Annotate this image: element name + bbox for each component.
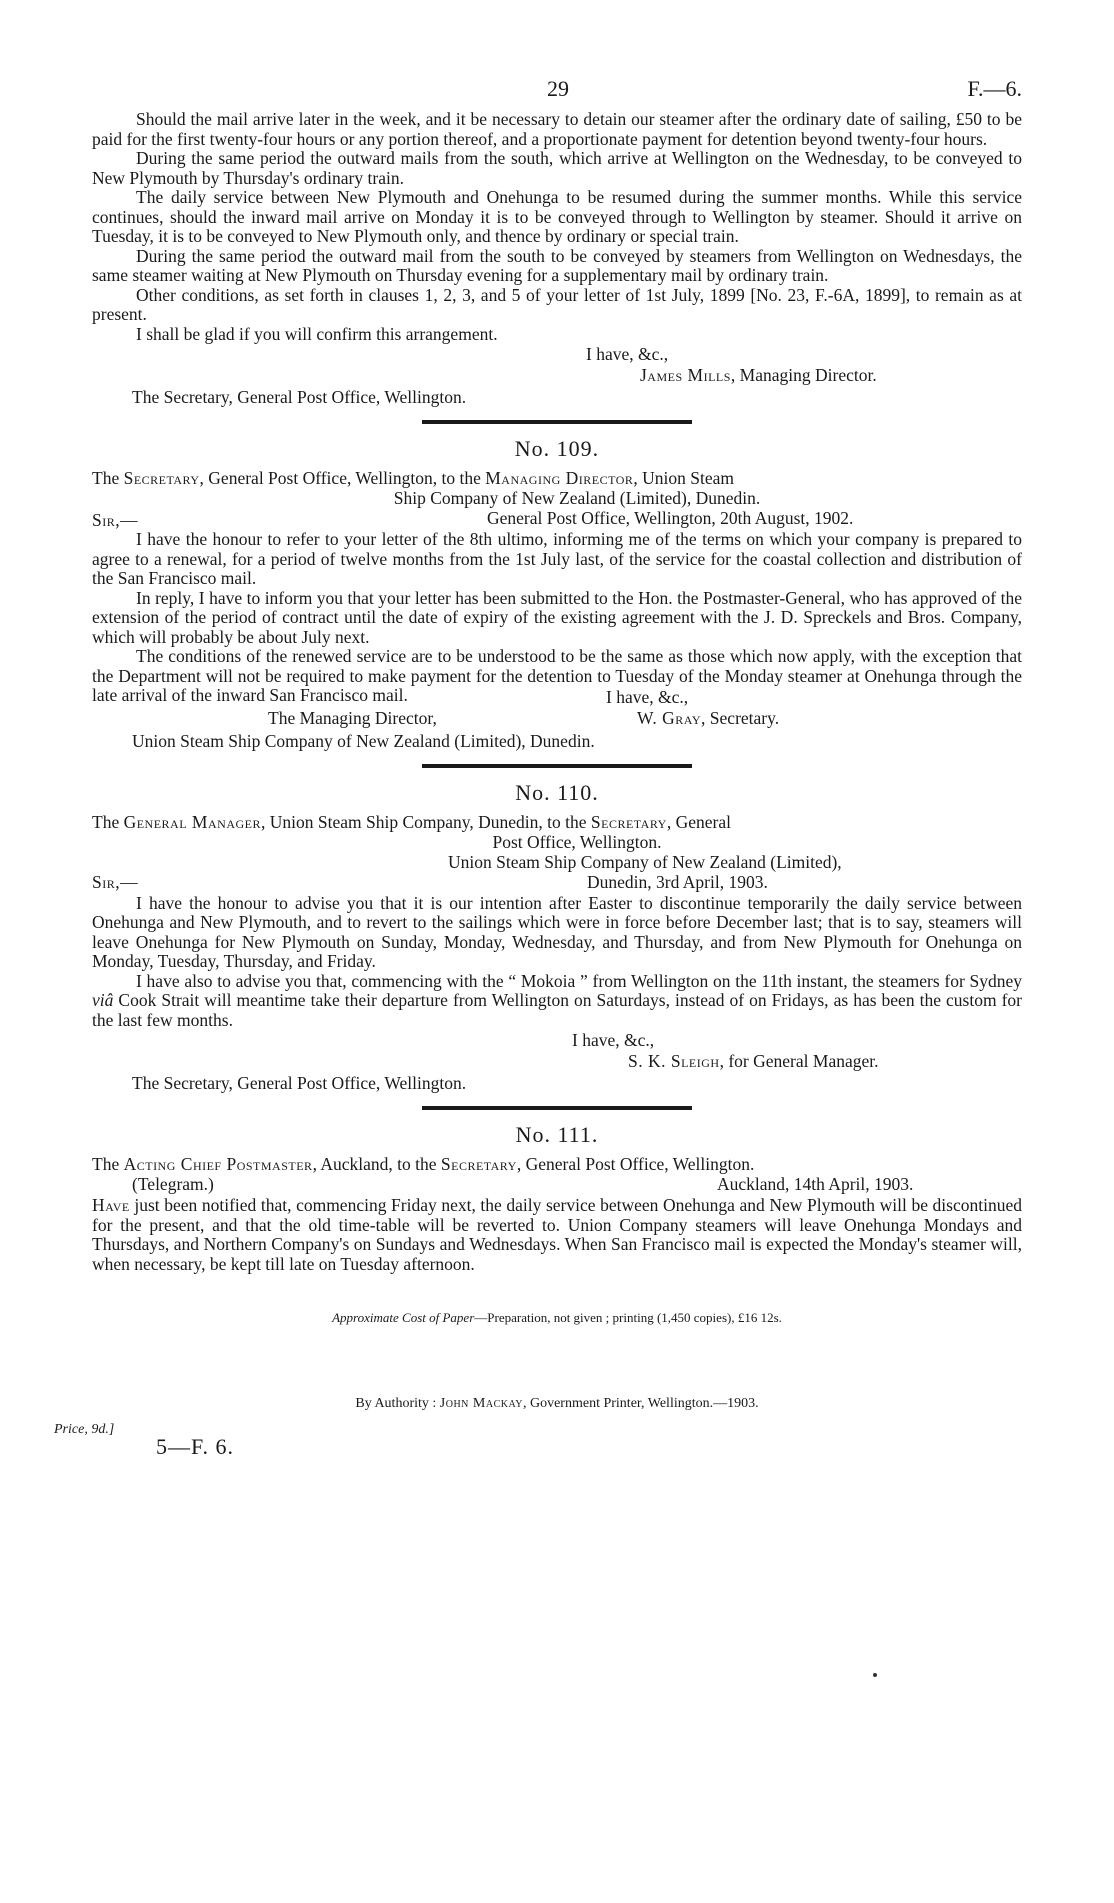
paragraph (92, 1196, 1022, 1274)
paragraph: I shall be glad if you will confirm this arrangement. (136, 323, 498, 344)
heading-from: Secretary (123, 468, 200, 488)
addressee: The Managing Director, (268, 707, 437, 728)
signature-row (92, 708, 1022, 730)
paragraph: The daily service between New Plymouth and Onehunga to be resumed during the summer months. While this service continues, should the inward mail arrive on Monday it is to be conveyed through to Wellington by steamer. Should it arrive on Tuesday, it is to be conveyed to New Plymouth only, and thence by ordinary or special train. (92, 187, 1022, 246)
cost-text: —Preparation, not given ; printing (1,450 copies), £16 12s. (474, 1310, 782, 1325)
dateline-row (92, 1174, 1022, 1196)
page-number: 29 (547, 76, 569, 101)
salutation: Sir,— (92, 871, 139, 892)
dateline: General Post Office, Wellington, 20th August, 1902. (487, 508, 854, 528)
addressee: Union Steam Ship Company of New Zealand (Limited), Dunedin. (132, 730, 595, 751)
heading-from: General Manager (123, 811, 261, 832)
dateline: Auckland, 14th April, 1903. (717, 1174, 914, 1194)
paragraph: The conditions of the renewed service are to be understood to be the same as those which now apply, with the exception that the Department will not be required to make payment for the detention to Tuesday of the Monday steamer at Onehunga through the late arrival of the inward San Francisco mail. (92, 646, 1022, 705)
authority-suffix: , Government Printer, Wellington.—1903. (522, 1396, 759, 1411)
letter-heading (92, 468, 1022, 488)
signature-title: , Secretary. (701, 707, 780, 728)
dateline: Union Steam Ship Company of New Zealand (Limited), (448, 851, 842, 872)
heading-to: Secretary (590, 811, 667, 832)
signature-name: S. K. Sleigh (628, 1051, 720, 1071)
letter-heading (92, 1154, 1022, 1174)
heading-text: The (92, 468, 124, 488)
letter-110 (92, 780, 1022, 1095)
signature (92, 1051, 1022, 1072)
paragraph-text: just been notified that, commencing Friday next, the daily service between Onehunga and New Plymouth will be discontinued for the present, and that the old time-table will be reverted to. Union Company steamers will leave Onehunga Mondays and Thursdays, and Northern Company's on Sundays and Wednesdays. When San Francisco mail is expected the Monday's steamer will, when necessary, be kept till late on Tuesday afternoon. (92, 1195, 1022, 1274)
opening-word: Have (92, 1195, 130, 1215)
closing: I have, &c., (586, 344, 669, 364)
signature-title: , Managing Director. (730, 365, 877, 385)
section-divider (422, 764, 692, 768)
signature-name: W. Gray (637, 707, 702, 728)
telegram-label: (Telegram.) (132, 1174, 214, 1194)
heading-to: Managing Director (485, 468, 634, 488)
paragraph: In reply, I have to inform you that your letter has been submitted to the Hon. the Postmaster-General, who has approved of the extension of the period of contract until the date of expiry of the existing agreement with the J. D. Spreckels and Bros. Company, which will probably be about July next. (92, 587, 1022, 647)
heading-to: Secretary (440, 1154, 517, 1174)
heading-text: , General Post Office, Wellington, to the (199, 468, 486, 488)
sheet-mark: 5—F. 6. (156, 1434, 234, 1459)
price: Price, 9d.] (54, 1422, 115, 1437)
dateline-row (92, 508, 1022, 530)
page-header (92, 70, 1022, 110)
letter-heading-cont: Ship Company of New Zealand (Limited), Dunedin. (393, 488, 761, 508)
heading-text: The (92, 811, 124, 832)
signature (637, 708, 779, 728)
paragraph-text: Cook Strait will meantime take their departure from Wellington on Saturdays, instead of on Fridays, as has been the custom for the last few months. (92, 990, 1022, 1030)
heading-text: , Union Steam (633, 468, 735, 488)
letter-number: No. 109. (514, 436, 600, 461)
addressee: The Secretary, General Post Office, Wellington. (132, 387, 467, 407)
signature (92, 365, 1022, 386)
heading-text: The (92, 1154, 124, 1174)
letter-heading-cont: Post Office, Wellington. (492, 831, 662, 852)
paragraph-italic: viâ (92, 990, 114, 1010)
dateline: Dunedin, 3rd April, 1903. (587, 871, 768, 892)
closing: I have, &c., (572, 1030, 655, 1050)
letter-111 (92, 1122, 1022, 1274)
addressee: The Secretary, General Post Office, Wellington. (132, 1073, 467, 1093)
letter-number: No. 110. (515, 779, 599, 805)
paragraph-text: I have also to advise you that, commencing with the “ Mokoia ” from Wellington on the 11th instant, the steamers for Sydney (136, 970, 1022, 991)
heading-text: , Auckland, to the (312, 1154, 441, 1174)
heading-text: , General (666, 811, 731, 832)
ink-speck (873, 1673, 877, 1677)
letter-number: No. 111. (515, 1122, 599, 1147)
paragraph: I have the honour to advise you that it is our intention after Easter to discontinue temporarily the daily service between Onehunga and New Plymouth, and to revert to the sailings which were in force before December last; that is to say, steamers will leave Onehunga for New Plymouth on Sunday, Monday, Wednesday, and Thursday, and from New Plymouth for Onehunga on Monday, Tuesday, Thursday, and Friday. (92, 892, 1022, 971)
letter-108-continuation (92, 110, 1022, 408)
printer-name: John Mackay (439, 1396, 523, 1411)
signature-name: James Mills (640, 365, 731, 385)
section-divider (422, 420, 692, 424)
section-divider (422, 1106, 692, 1110)
cost-label: Approximate Cost of Paper (332, 1310, 475, 1325)
heading-text: , Union Steam Ship Company, Dunedin, to the (261, 811, 591, 832)
heading-text: , General Post Office, Wellington. (516, 1154, 755, 1174)
authority-prefix: By Authority : (355, 1396, 440, 1411)
salutation: Sir,— (92, 510, 139, 530)
paragraph: During the same period the outward mail from the south to be conveyed by steamers from Wellington on Wednesdays, the same steamer waiting at New Plymouth on Thursday evening for a supplementary mail by ordinary train. (92, 245, 1022, 285)
paper-reference: F.—6. (967, 76, 1022, 101)
footer-bottom (54, 1422, 1022, 1482)
letter-109 (92, 436, 1022, 752)
authority-line (92, 1396, 1022, 1412)
closing: I have, &c., (606, 686, 689, 707)
paragraph: Other conditions, as set forth in clauses 1, 2, 3, and 5 of your letter of 1st July, 1899 [No. 23, F.-6A, 1899], to remain as at present. (92, 284, 1022, 324)
letter-heading (92, 812, 1022, 832)
paragraph (92, 972, 1022, 1031)
dateline-block (92, 852, 1022, 894)
paragraph: Should the mail arrive later in the week, and it be necessary to detain our steamer after the ordinary date of sailing, £50 to be paid for the first twenty-four hours or any portion thereof, and a proportionate payment for detention beyond twenty-four hours. (92, 109, 1022, 149)
paragraph: During the same period the outward mails from the south, which arrive at Wellington on the Wednesday, to be conveyed to New Plymouth by Thursday's ordinary train. (92, 148, 1022, 188)
document-page (54, 70, 1022, 1482)
paragraph: I have the honour to refer to your letter of the 8th ultimo, informing me of the terms on which your company is prepared to agree to a renewal, for a period of twelve months from the 1st July last, of the service for the coastal collection and distribution of the San Francisco mail. (92, 529, 1022, 588)
cost-note (92, 1310, 1022, 1326)
heading-from: Acting Chief Postmaster (123, 1154, 313, 1174)
signature-title: , for General Manager. (719, 1051, 879, 1071)
